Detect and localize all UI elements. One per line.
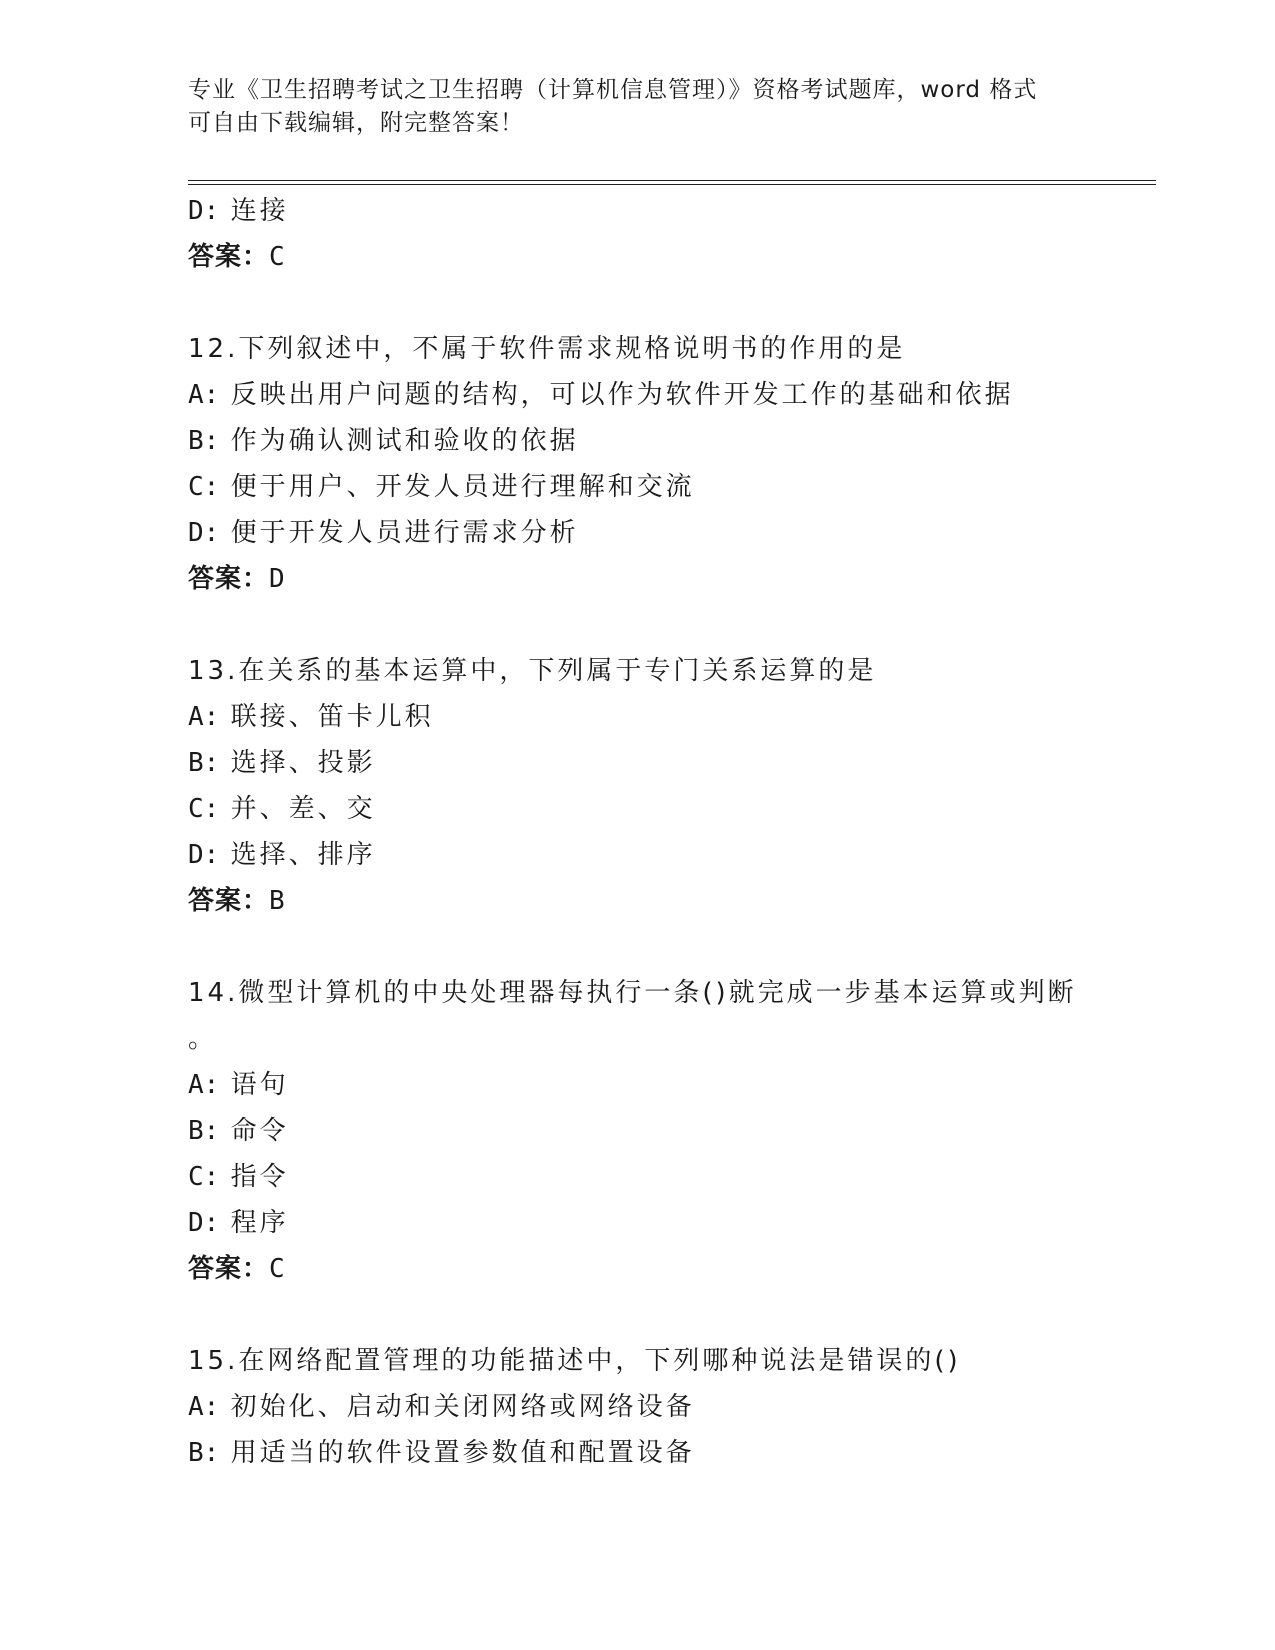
answer-value: D — [269, 564, 286, 594]
question-stem — [188, 1338, 1148, 1384]
question-13 — [188, 648, 1148, 924]
option-text: 选择、投影 — [230, 748, 376, 778]
question-12 — [188, 326, 1148, 602]
spacer — [188, 602, 1148, 648]
header-divider-top — [188, 180, 1156, 181]
option-d — [188, 1200, 1148, 1246]
spacer — [188, 924, 1148, 970]
option-text: 指令 — [230, 1162, 289, 1192]
answer-value: C — [269, 242, 286, 272]
option-b — [188, 740, 1148, 786]
option-text: 作为确认测试和验收的依据 — [230, 426, 579, 456]
option-letter: A: — [188, 1392, 220, 1422]
option-c — [188, 1154, 1148, 1200]
option-letter: A: — [188, 380, 220, 410]
option-letter: D: — [188, 1208, 220, 1238]
option-letter: B: — [188, 426, 220, 456]
option-letter: A: — [188, 702, 220, 732]
answer-line — [188, 234, 1148, 280]
answer-label: 答案： — [188, 886, 270, 916]
question-number: 13. — [188, 656, 239, 686]
header-divider-bottom — [188, 184, 1156, 185]
option-b — [188, 1108, 1148, 1154]
header-title-line-2: 可自由下载编辑，附完整答案！ — [188, 110, 524, 136]
option-text: 连接 — [230, 196, 289, 226]
question-text: 在网络配置管理的功能描述中，下列哪种说法是错误的() — [238, 1346, 961, 1376]
option-text: 反映出用户问题的结构，可以作为软件开发工作的基础和依据 — [230, 380, 1014, 410]
answer-label: 答案： — [188, 1254, 270, 1284]
question-number: 14. — [188, 978, 239, 1008]
option-a — [188, 1062, 1148, 1108]
option-letter: D: — [188, 840, 220, 870]
answer-line — [188, 878, 1148, 924]
question-number: 15. — [188, 1346, 239, 1376]
question-text: 在关系的基本运算中，下列属于专门关系运算的是 — [238, 656, 877, 686]
option-line — [188, 188, 1148, 234]
option-c — [188, 464, 1148, 510]
option-a — [188, 1384, 1148, 1430]
spacer — [188, 280, 1148, 326]
option-text: 程序 — [230, 1208, 289, 1238]
option-d — [188, 510, 1148, 556]
option-letter: B: — [188, 1438, 220, 1468]
question-14 — [188, 970, 1148, 1292]
option-text: 便于开发人员进行需求分析 — [230, 518, 579, 548]
question-text: 微型计算机的中央处理器每执行一条()就完成一步基本运算或判断 — [238, 978, 1077, 1008]
option-d — [188, 832, 1148, 878]
option-letter: B: — [188, 1116, 220, 1146]
document-header — [188, 74, 1088, 140]
option-text: 并、差、交 — [230, 794, 376, 824]
option-b — [188, 1430, 1148, 1476]
option-text: 联接、笛卡儿积 — [230, 702, 434, 732]
answer-value: B — [269, 886, 286, 916]
option-text: 用适当的软件设置参数值和配置设备 — [230, 1438, 695, 1468]
option-c — [188, 786, 1148, 832]
answer-line — [188, 556, 1148, 602]
option-text: 语句 — [230, 1070, 289, 1100]
option-letter: D: — [188, 518, 220, 548]
option-text: 初始化、启动和关闭网络或网络设备 — [230, 1392, 695, 1422]
option-text: 命令 — [230, 1116, 289, 1146]
answer-label: 答案： — [188, 564, 270, 594]
option-text: 便于用户、开发人员进行理解和交流 — [230, 472, 695, 502]
option-letter: C: — [188, 1162, 220, 1192]
option-letter: C: — [188, 472, 220, 502]
question-15 — [188, 1338, 1148, 1476]
previous-question-fragment — [188, 188, 1148, 280]
header-title-line-1: 专业《卫生招聘考试之卫生招聘（计算机信息管理）》资格考试题库，word 格式 — [188, 77, 1038, 103]
option-text: 选择、排序 — [230, 840, 376, 870]
option-letter: C: — [188, 794, 220, 824]
answer-value: C — [269, 1254, 286, 1284]
option-letter: D: — [188, 196, 220, 226]
question-number: 12. — [188, 334, 239, 364]
answer-line — [188, 1246, 1148, 1292]
option-letter: A: — [188, 1070, 220, 1100]
question-stem-continued: 。 — [188, 1024, 218, 1054]
answer-label: 答案： — [188, 242, 270, 272]
question-stem — [188, 326, 1148, 372]
option-a — [188, 372, 1148, 418]
question-stem — [188, 970, 1148, 1016]
question-list — [188, 188, 1148, 1476]
option-letter: B: — [188, 748, 220, 778]
question-stem — [188, 648, 1148, 694]
option-b — [188, 418, 1148, 464]
option-a — [188, 694, 1148, 740]
spacer — [188, 1292, 1148, 1338]
question-text: 下列叙述中，不属于软件需求规格说明书的作用的是 — [238, 334, 906, 364]
